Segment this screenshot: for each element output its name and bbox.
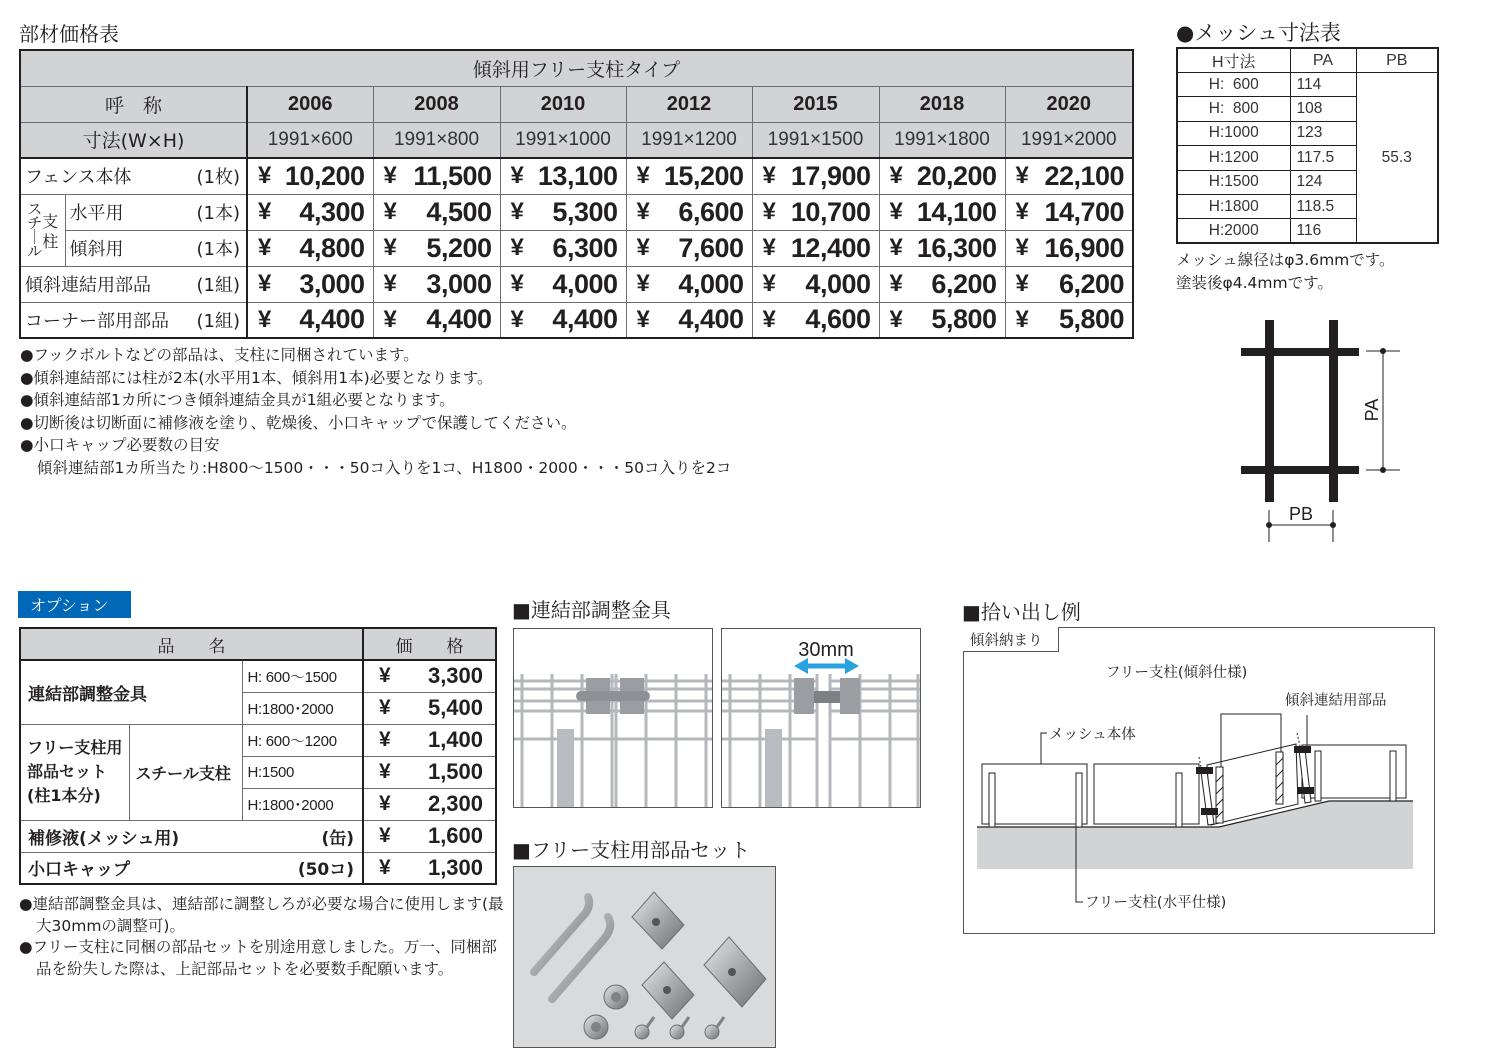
price-value: 5,300 [552,196,618,227]
price-value: 4,500 [426,196,492,227]
note-item: ● 切断後は切断面に補修液を塗り、乾燥後、小口キャップで保護してください。 [20,412,731,435]
table-row: 傾斜用 (1本) ¥ 4,800 ¥ 5,200 ¥ 6,300 ¥ 7,600 ¥ 12,400 ¥ 16,300 ¥ 16,900 [20,230,1133,266]
table-row: ス チ ｜ ル 支 柱 水平用 (1本) ¥ 4,300 ¥ 4,500 ¥ 5,300 ¥ 6,600 ¥ 10,700 ¥ 14,100 ¥ 14,700 [20,194,1133,230]
price-value: 12,400 [790,232,871,263]
row-name: 傾斜用 [69,239,124,260]
price-value: 4,400 [299,304,365,335]
price-value: 17,900 [790,160,871,191]
model-2018: 2018 [879,86,1005,122]
price-value: 7,600 [678,232,744,263]
row-unit: (1枚) [196,167,240,189]
type-header: 傾斜用フリー支柱タイプ [20,50,1133,86]
repair-name: 補修液(メッシュ用) [28,828,180,849]
mesh-note: メッシュ線径はφ3.6mmです。 塗装後φ4.4mmです。 [1176,251,1395,292]
price-value: 4,800 [299,232,365,263]
size-2015: 1991×1500 [752,122,879,158]
option-badge: オプション [18,591,131,618]
connector-photo-before [513,628,713,808]
price-value: 4,000 [552,268,618,299]
parts-set-title: ■ フリー支柱用部品セット [512,834,750,863]
price-value: 6,600 [678,196,744,227]
size-2008: 1991×800 [373,122,500,158]
steel-post-group: ス チ ｜ ル 支 柱 [20,194,65,266]
pb-label: PB [1288,504,1314,524]
price-value: 5,800 [1058,304,1125,335]
price-value: 22,100 [1044,160,1125,191]
mesh-row: H:1500 124 [1177,170,1438,194]
price-value: 14,700 [1044,196,1125,227]
price-value: 4,300 [299,196,365,227]
row-unit: (1組) [196,310,240,332]
option-price: 1,400 [427,727,484,752]
post-set-name: フリー支柱用 部品セット (柱1本分) [20,724,129,820]
price-value: 5,200 [426,232,492,263]
mesh-header-pa: PA [1290,48,1356,73]
size-2010: 1991×1000 [500,122,626,158]
price-value: 15,200 [663,160,744,191]
model-2008: 2008 [373,86,500,122]
price-value: 6,200 [931,268,997,299]
note-item: ● フックボルトなどの部品は、支柱に同梱されています。 [20,344,731,367]
option-row: H:1800･2000 ¥ 5,400 [20,692,496,724]
mesh-table-title: ●メッシュ寸法表 [1176,21,1341,45]
option-row: 補修液(メッシュ用) (缶) ¥ 1,600 [20,820,496,852]
price-value: 6,300 [552,232,618,263]
mesh-pb-value: 55.3 [1356,73,1438,244]
model-2012: 2012 [626,86,752,122]
option-notes [19,894,509,980]
option-price: 2,300 [427,791,484,816]
model-2015: 2015 [752,86,879,122]
price-value: 10,700 [790,196,871,227]
note-item: ● フリー支柱に同梱の部品セットを別途用意しました。万一、同梱部品を紛失した際は、上記部品セットを必要数手配願います。 [19,937,509,980]
model-2006: 2006 [247,86,373,122]
price-value: 10,200 [284,160,365,191]
option-header-name: 品 名 [20,628,363,660]
price-table [19,49,1134,339]
price-value: 4,400 [426,304,492,335]
row-unit: (1組) [196,275,240,296]
price-value: 6,200 [1058,268,1125,299]
parts-image [514,867,776,1048]
model-2010: 2010 [500,86,626,122]
note-item: ● 傾斜連結部には柱が2本(水平用1本、傾斜用1本)必要となります。 [20,367,731,390]
mesh-row: H: 600 114 55.3 [1177,73,1438,97]
price-value: 4,600 [805,304,871,335]
mesh-body-label: メッシュ本体 [1049,727,1136,743]
size-2020: 1991×2000 [1005,122,1133,158]
price-value: 3,000 [426,268,492,299]
option-row: H:1500 ¥ 1,500 [20,756,496,788]
mesh-dimension-diagram [1220,300,1420,550]
price-value: 3,000 [299,268,365,299]
size-2006: 1991×600 [247,122,373,158]
row-name: コーナー部用部品 [25,310,169,332]
price-value: 4,400 [678,304,744,335]
price-value: 14,100 [916,196,997,227]
size-2012: 1991×1200 [626,122,752,158]
row-unit: (1本) [196,203,240,224]
price-value: 13,100 [537,160,618,191]
price-notes [20,344,731,479]
option-price: 3,300 [427,663,484,689]
note-item: ● 連結部調整金具は、連結部に調整しろが必要な場合に使用します(最大30mmの調整可)。 [19,894,509,937]
option-row: H:1800･2000 ¥ 2,300 [20,788,496,820]
option-table [19,627,497,885]
option-row: 小口キャップ (50コ) ¥ 1,300 [20,852,496,884]
table-row: コーナー部用部品 (1組) ¥ 4,400 ¥ 4,400 ¥ 4,400 ¥ 4,400 ¥ 4,600 ¥ 5,800 ¥ 5,800 [20,302,1133,338]
option-row: 連結部調整金具 H: 600〜1500 ¥ 3,300 [20,660,496,692]
mesh-row: H:1000 123 [1177,121,1438,145]
parts-set-photo [513,866,776,1048]
connector-title: ■ 連結部調整金具 [512,594,671,623]
example-title: ■ 拾い出し例 [962,596,1081,625]
cap-name: 小口キャップ [28,860,130,881]
slope-post-label: フリー支柱(傾斜仕様) [1106,665,1248,681]
option-price: 1,500 [427,759,484,784]
note-item: ● 小口キャップ必要数の目安 [20,434,731,457]
mesh-row: H:2000 116 [1177,219,1438,243]
price-value: 16,300 [916,232,997,263]
price-value: 4,000 [678,268,744,299]
row-unit: (1本) [196,239,240,260]
mesh-header-h: H寸法 [1177,48,1290,73]
model-2020: 2020 [1005,86,1133,122]
table-row: フェンス本体 (1枚) ¥ 10,200 ¥ 11,500 ¥ 13,100 ¥ 15,200 ¥ 17,900 ¥ 20,200 ¥ 22,100 [20,158,1133,194]
option-price: 1,300 [427,854,484,880]
page-title: 部材価格表 [19,22,119,46]
mesh-row: H:1800 118.5 [1177,194,1438,218]
slope-installation-diagram [963,627,1435,934]
table-row: 傾斜連結用部品 (1組) ¥ 3,000 ¥ 3,000 ¥ 4,000 ¥ 4,000 ¥ 4,000 ¥ 6,200 ¥ 6,200 [20,266,1133,302]
example-tag: 傾斜納まり [963,627,1059,652]
dimension-label: 30mm [798,639,854,661]
mesh-row: H: 800 108 [1177,97,1438,121]
price-value: 16,900 [1044,232,1125,263]
price-value: 4,400 [552,304,618,335]
pa-label: PA [1362,398,1382,422]
row-name: 傾斜連結用部品 [25,275,151,296]
fence-mesh-image [514,629,713,808]
option-price: 1,600 [427,823,484,848]
level-post-label: フリー支柱(水平仕様) [1085,895,1227,911]
option-price: 5,400 [427,695,484,720]
size-2018: 1991×1800 [879,122,1005,158]
mesh-header-pb: PB [1356,48,1438,73]
fence-mesh-image [722,629,921,808]
mesh-row: H:1200 117.5 [1177,146,1438,170]
price-value: 4,000 [805,268,871,299]
adjuster-name: 連結部調整金具 [20,660,242,724]
price-value: 20,200 [916,160,997,191]
option-row: フリー支柱用 部品セット (柱1本分) スチール支柱 H: 600〜1200 ¥ 1,400 [20,724,496,756]
post-set-type: スチール支柱 [129,724,242,820]
price-value: 5,800 [931,304,997,335]
size-label: 寸法(W×H) [20,122,247,158]
connector-photo-adjusted [721,628,921,808]
note-sub: 傾斜連結部1カ所当たり:H800〜1500・・・50コ入りを1コ、H1800・2000・・・50コ入りを2コ [37,458,732,477]
option-header-price: 価 格 [363,628,496,660]
note-item: ● 傾斜連結部1カ所につき傾斜連結金具が1組必要となります。 [20,389,731,412]
row-name: フェンス本体 [25,167,132,189]
slope-parts-label: 傾斜連結用部品 [1285,693,1387,709]
name-label: 呼 称 [20,86,247,122]
row-name: 水平用 [69,203,124,224]
price-value: 11,500 [413,160,492,191]
mesh-table [1176,47,1439,244]
